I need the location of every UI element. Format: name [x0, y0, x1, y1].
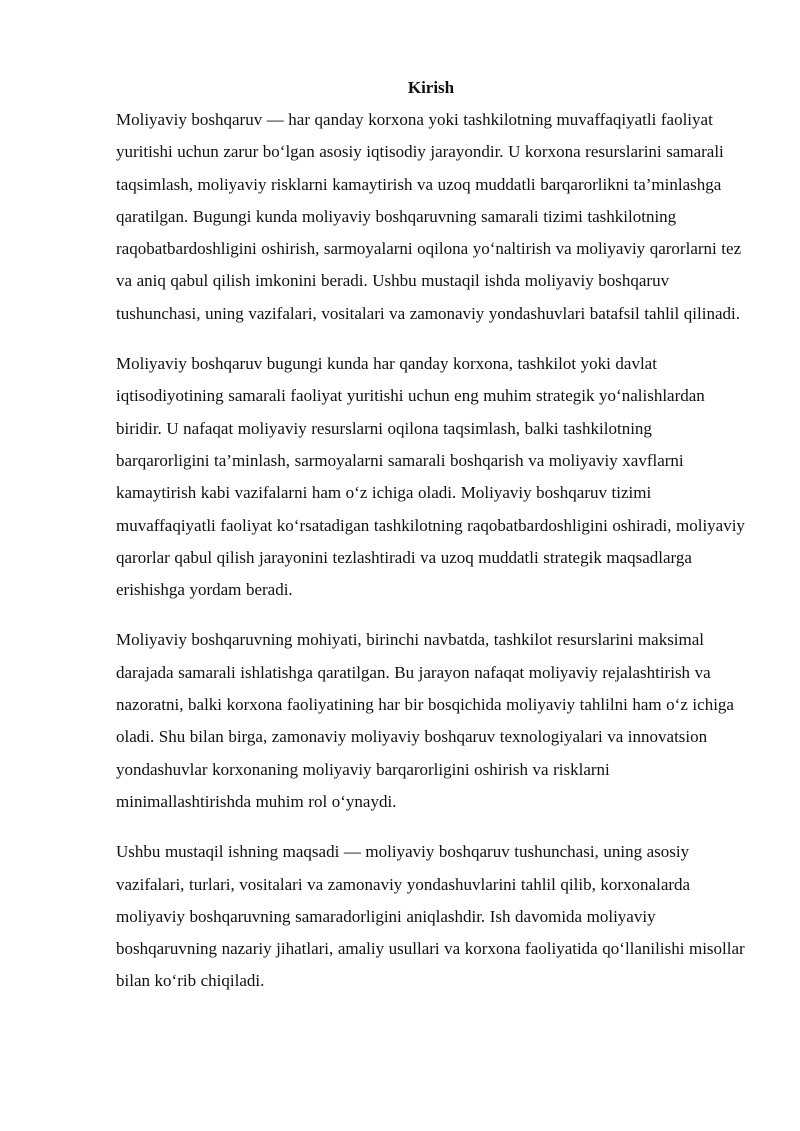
paragraph-2: Moliyaviy boshqaruv bugungi kunda har qanday korxona, tashkilot yoki davlat iqtisodiyotining samarali faoliyat yuritishi uchun eng muhim strategik yo‘nalishlardan biridir. U nafaqat moliyaviy resurslarni oqilona taqsimlash, balki tashkilotning barqarorligini ta’minlash, sarmoyalarni samarali boshqarish va moliyaviy xavflarni kamaytirish kabi vazifalarni ham o‘z ichiga oladi. Moliyaviy boshqaruv tizimi muvaffaqiyatli faoliyat ko‘rsatadigan tashkilotning raqobatbardoshligini oshiradi, moliyaviy qarorlar qabul qilish jarayonini tezlashtiradi va uzoq muddatli strategik maqsadlarga erishishga yordam beradi. — [116, 354, 745, 600]
document-body — [116, 75, 746, 1016]
section-title: Kirish — [407, 78, 455, 97]
paragraph-3: Moliyaviy boshqaruvning mohiyati, birinchi navbatda, tashkilot resurslarini maksimal darajada samarali ishlatishga qaratilgan. Bu jarayon nafaqat moliyaviy rejalashtirish va nazoratni, balki korxona faoliyatining har bir bosqichida moliyaviy tahlilni ham o‘z ichiga oladi. Shu bilan birga, zamonaviy moliyaviy boshqaruv texnologiyalari va innovatsion yondashuvlar korxonaning moliyaviy barqarorligini oshirish va risklarni minimallashtirishda muhim rol o‘ynaydi. — [116, 630, 734, 811]
paragraph-4: Ushbu mustaqil ishning maqsadi — moliyaviy boshqaruv tushunchasi, uning asosiy vazifalari, turlari, vositalari va zamonaviy yondashuvlarini tahlil qilib, korxonalarda moliyaviy boshqaruvning samaradorligini aniqlashdir. Ish davomida moliyaviy boshqaruvning nazariy jihatlari, amaliy usullari va korxona faoliyatida qo‘llanilishi misollar bilan ko‘rib chiqiladi. — [116, 842, 745, 991]
paragraph-1: Moliyaviy boshqaruv — har qanday korxona yoki tashkilotning muvaffaqiyatli faoliyat yuritishi uchun zarur bo‘lgan asosiy iqtisodiy jarayondir. U korxona resurslarini samarali taqsimlash, moliyaviy risklarni kamaytirish va uzoq muddatli barqarorlikni ta’minlashga qaratilgan. Bugungi kunda moliyaviy boshqaruvning samarali tizimi tashkilotning raqobatbardoshligini oshirish, sarmoyalarni oqilona yo‘naltirish va moliyaviy qarorlarni tez va aniq qabul qilish imkonini beradi. Ushbu mustaqil ishda moliyaviy boshqaruv tushunchasi, uning vazifalari, vositalari va zamonaviy yondashuvlari batafsil tahlil qilinadi. — [116, 110, 742, 323]
